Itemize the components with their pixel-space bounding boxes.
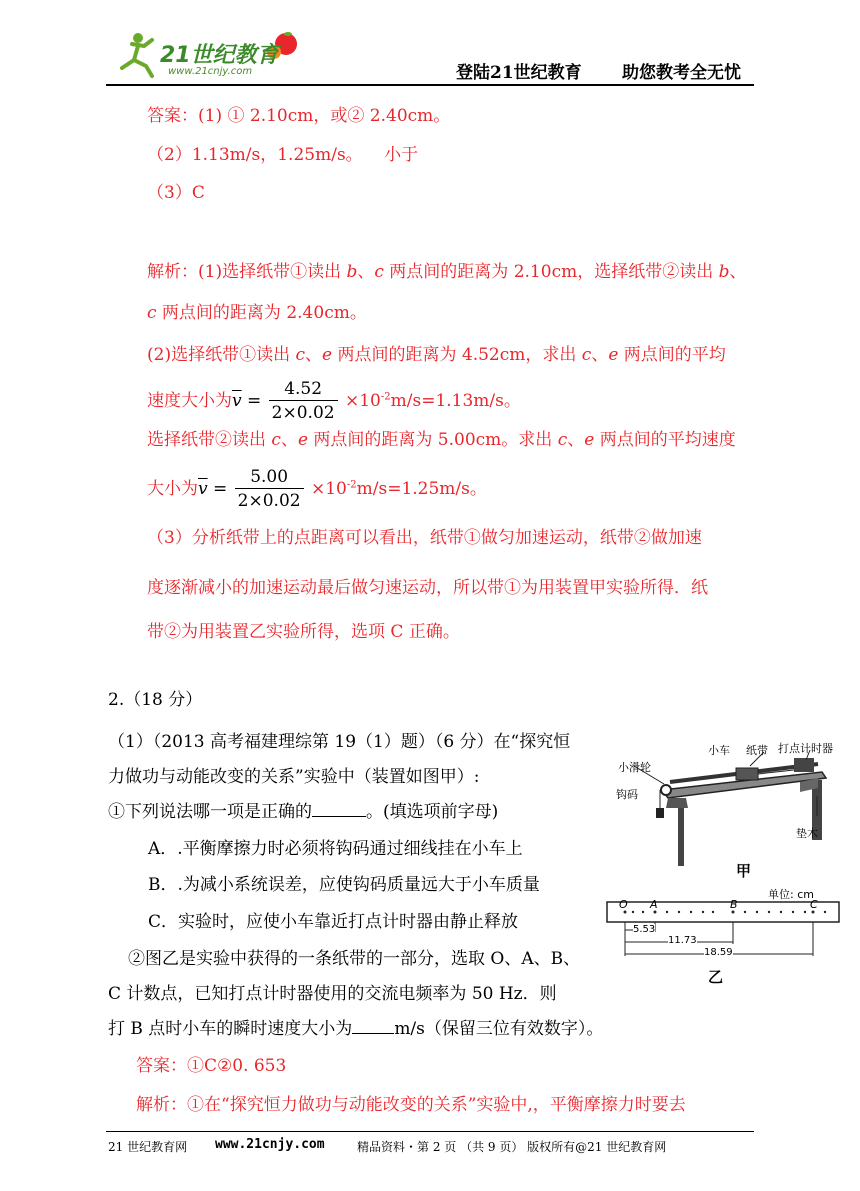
exponent: -2: [380, 391, 391, 403]
question-2-line-2: 力做功与动能改变的关系”实验中（装置如图甲）:: [108, 767, 480, 787]
analysis-text: (2)选择纸带①读出: [147, 345, 296, 365]
analysis-line-3: [147, 344, 726, 366]
analysis-text: 两点间的距离为 5.00cm。求出: [308, 430, 558, 450]
question-2-line-6: [108, 1018, 603, 1040]
question-2-line-1: （1）（2013 高考福建理综第 19（1）题）（6 分）在“探究恒: [108, 732, 571, 752]
var-e: e: [322, 345, 333, 365]
analysis-text: 、: [280, 430, 298, 450]
analysis-text: 两点间的平均: [618, 345, 726, 365]
answer-blank[interactable]: [352, 1019, 394, 1034]
question-text: ①下列说法哪一项是正确的: [108, 802, 312, 822]
label-pulley: 小滑轮: [618, 761, 651, 774]
distance-3: 18.59: [704, 947, 733, 958]
analysis-text: ×10: [311, 479, 347, 499]
question-2-line-4: ②图乙是实验中获得的一条纸带的一部分，选取 O、A、B、: [128, 949, 581, 969]
footer-site: 21 世纪教育网: [108, 1140, 188, 1154]
var-c: c: [271, 430, 281, 450]
answer-line-1: [147, 105, 450, 127]
option-a: A．.平衡摩擦力时必须将钩码通过细线挂在小车上: [148, 839, 523, 859]
analysis-text: m/s=1.25m/s。: [356, 479, 487, 499]
question-2-line-3: [108, 801, 498, 823]
analysis-text: 、: [591, 345, 609, 365]
question-text: 打 B 点时小车的瞬时速度大小为: [108, 1019, 353, 1039]
analysis-line-1: [147, 261, 747, 283]
answer-line-2-compare: 小于: [384, 145, 419, 165]
analysis-text: m/s=1.13m/s。: [390, 391, 521, 411]
var-e: e: [297, 430, 308, 450]
fraction: [269, 378, 338, 425]
footer-url[interactable]: www.21cnjy.com: [215, 1137, 325, 1152]
analysis-text: 大小为: [147, 479, 198, 499]
analysis-text: 、: [729, 262, 747, 282]
question-2-answer: 答案：①C②0. 653: [136, 1056, 287, 1076]
label-timer: 打点计时器: [778, 742, 833, 755]
point-o: O: [619, 898, 628, 911]
var-c: c: [581, 345, 592, 365]
var-c: c: [557, 430, 568, 450]
label-cart: 小车: [708, 744, 730, 757]
option-c: C．实验时，应使小车靠近打点计时器由静止释放: [148, 912, 519, 932]
analysis-text: 两点间的距离为 2.10cm，选择纸带②读出: [383, 262, 719, 282]
header-slogan-left: 登陆21世纪教育: [456, 63, 582, 83]
answer-line-1-text: 答案：(1) ① 2.10cm，或② 2.40cm。: [147, 106, 451, 126]
var-b: b: [718, 262, 730, 282]
footer-page-info: 精品资料・第 2 页 （共 9 页） 版权所有@21 世纪教育网: [357, 1140, 667, 1154]
analysis-text: 两点间的距离为 2.40cm。: [156, 303, 367, 323]
var-c: c: [374, 262, 384, 282]
var-e: e: [584, 430, 595, 450]
point-b: B: [730, 898, 738, 911]
label-weight: 钩码: [616, 788, 638, 801]
logo-url: www.21cnjy.com: [168, 66, 253, 77]
fraction-denominator: 2×0.02: [237, 491, 301, 511]
analysis-text: 解析：(1)选择纸带①读出: [147, 262, 347, 282]
analysis-line-7: （3）分析纸带上的点距离可以看出，纸带①做匀加速运动，纸带②做加速: [147, 528, 702, 548]
option-b: B．.为减小系统误差，应使钩码质量远大于小车质量: [148, 875, 540, 895]
analysis-text: 、: [357, 262, 375, 282]
analysis-text: 两点间的平均速度: [594, 430, 736, 450]
header-rule: [106, 84, 754, 86]
analysis-text: 、: [567, 430, 585, 450]
var-b: b: [346, 262, 358, 282]
logo-text: 21世纪教育: [160, 43, 279, 68]
answer-line-2: [147, 144, 418, 166]
fraction-numerator: 4.52: [269, 378, 338, 401]
unit-label: 单位: cm: [768, 888, 814, 901]
question-2-heading: 2.（18 分）: [108, 690, 203, 710]
exponent: -2: [346, 479, 357, 491]
analysis-text: 速度大小为: [147, 391, 232, 411]
vbar-symbol: $\overline{v}$: [232, 391, 242, 411]
answer-line-3: （3）C: [147, 183, 205, 203]
analysis-line-2: [147, 302, 367, 324]
answer-blank[interactable]: [312, 802, 366, 817]
analysis-line-9: 带②为用装置乙实验所得，选项 C 正确。: [147, 622, 460, 642]
question-2-line-5: C 计数点，已知打点计时器使用的交流电频率为 50 Hz．则: [108, 984, 557, 1004]
var-e: e: [608, 345, 619, 365]
footer-rule: [106, 1131, 754, 1132]
caption-a: 甲: [736, 862, 752, 880]
analysis-formula-2: 大小为$\overline{v}$ = $\frac{5.00}{2\times 0.02}$ $\times 10^{-2}m/s=1.25m/s$。: [147, 467, 487, 511]
var-c: c: [295, 345, 306, 365]
analysis-line-5: [147, 429, 736, 451]
analysis-text: 选择纸带②读出: [147, 430, 272, 450]
header-slogan-right: 助您教考全无忧: [622, 63, 741, 83]
label-tape: 纸带: [746, 744, 768, 757]
question-2-analysis: 解析：①在“探究恒力做功与动能改变的关系”实验中,，平衡摩擦力时要去: [136, 1095, 686, 1115]
fraction-denominator: 2×0.02: [271, 403, 335, 423]
point-c: C: [810, 898, 818, 911]
distance-1: 5.53: [633, 924, 656, 935]
answer-line-2-text: （2）1.13m/s，1.25m/s。: [147, 145, 363, 165]
question-text: 。(填选项前字母): [366, 802, 499, 822]
analysis-text: 两点间的距离为 4.52cm，求出: [332, 345, 582, 365]
vbar-symbol: $\overline{v}$: [198, 479, 208, 499]
point-a: A: [650, 898, 658, 911]
fraction: [235, 466, 304, 513]
analysis-line-8: 度逐渐减小的加速运动最后做匀速运动，所以带①为用装置甲实验所得．纸: [147, 578, 708, 598]
caption-b: 乙: [708, 968, 724, 986]
analysis-formula-1: 速度大小为$\overline{v}$ = $\frac{4.52}{2\times 0.02}$ $\times 10^{-2}m/s=1.13m/s$。: [147, 379, 521, 423]
fraction-numerator: 5.00: [235, 466, 304, 489]
analysis-text: ×10: [345, 391, 381, 411]
analysis-text: 、: [305, 345, 323, 365]
distance-2: 11.73: [668, 935, 697, 946]
var-c: c: [147, 303, 157, 323]
label-block: 垫木: [796, 827, 818, 840]
question-text: m/s（保留三位有效数字）。: [394, 1019, 604, 1039]
